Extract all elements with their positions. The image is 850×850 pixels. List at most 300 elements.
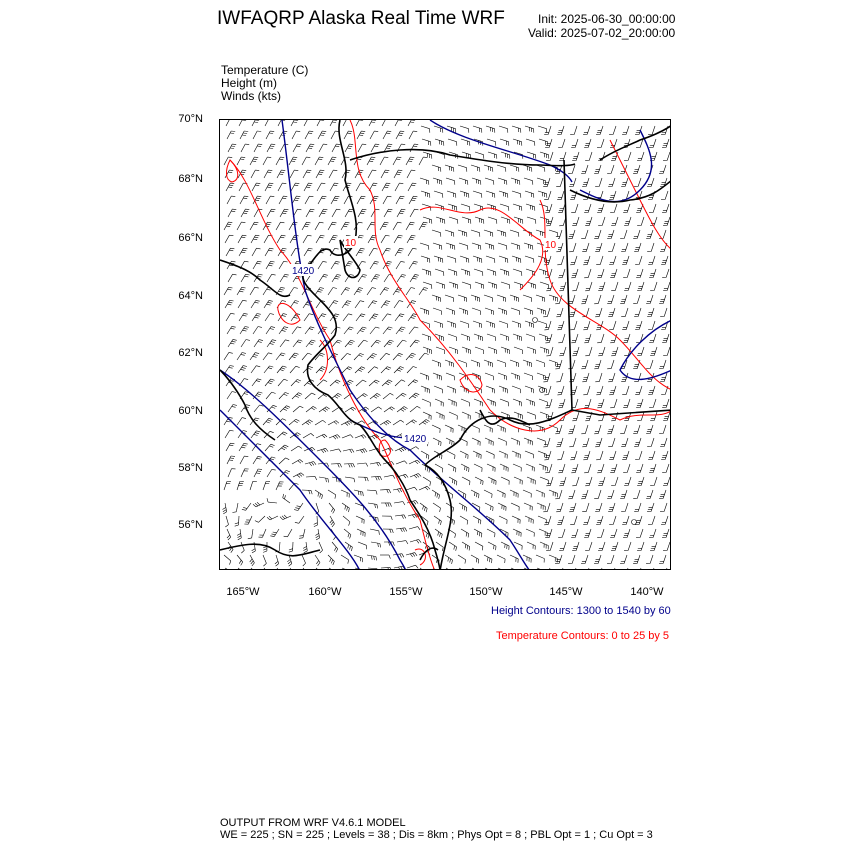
wind-barb — [293, 340, 299, 347]
wind-barb-flag — [347, 301, 351, 302]
wind-barb-flag — [283, 248, 287, 249]
wind-barb-flag — [333, 510, 335, 513]
wind-barb-flag — [387, 381, 391, 383]
wind-barb — [276, 222, 281, 230]
wind-barb — [370, 327, 376, 334]
wind-barb — [317, 380, 324, 386]
wind-barb — [559, 425, 562, 434]
wind-barb — [280, 144, 284, 152]
wind-barb-flag — [269, 300, 273, 301]
wind-barb-flag — [404, 515, 406, 519]
wind-barb-flag — [320, 170, 324, 171]
wind-barb-flag — [309, 344, 313, 345]
wind-barb — [598, 490, 601, 499]
wind-barb-flag — [399, 250, 403, 251]
wind-barb-flag — [306, 304, 310, 305]
wind-barb-flag — [324, 380, 328, 382]
wind-barb-flag — [416, 393, 420, 395]
wind-barb-flag — [412, 198, 416, 199]
wind-barb — [575, 139, 578, 148]
wind-barb — [357, 196, 361, 204]
wind-barb — [667, 477, 670, 486]
wind-barb-flag — [360, 331, 364, 332]
wind-barb-flag — [412, 278, 416, 279]
wind-barb-flag — [387, 196, 391, 197]
wind-barb-flag — [349, 342, 353, 343]
wind-barb-flag — [360, 353, 364, 355]
lon-label-150w: 150°W — [469, 586, 503, 598]
wind-barb-flag — [388, 342, 392, 343]
wind-barb — [393, 288, 398, 296]
wind-barb — [589, 477, 592, 486]
wind-barb — [238, 235, 242, 243]
wind-barb — [225, 235, 229, 243]
wind-barb-flag — [244, 456, 248, 457]
wind-barb-flag — [308, 353, 312, 354]
wind-barb-flag — [411, 317, 415, 318]
wind-barb — [487, 529, 495, 533]
wind-barb — [474, 204, 483, 207]
wind-barb-flag — [331, 508, 333, 512]
wind-barb — [319, 542, 323, 550]
wind-barb-flag — [257, 458, 261, 459]
wind-barb — [383, 131, 387, 139]
wind-barb-flag — [319, 289, 323, 290]
wind-barb-flag — [331, 560, 333, 564]
wind-barb-flag — [399, 133, 403, 134]
wind-barb — [547, 568, 550, 570]
wind-barb — [263, 418, 269, 425]
wind-barb — [501, 477, 509, 481]
wind-barb-flag — [333, 436, 336, 439]
wind-barb-flag — [402, 327, 406, 328]
wind-barb-flag — [300, 536, 304, 537]
wind-barb — [512, 321, 521, 324]
wind-barb — [279, 392, 285, 399]
wind-barb-flag — [347, 183, 351, 184]
wind-barb-flag — [280, 517, 283, 520]
wind-barb — [486, 451, 494, 455]
wind-barb-flag — [413, 146, 417, 147]
wind-barb-flag — [331, 159, 335, 160]
wind-barb — [303, 433, 311, 438]
wind-barb-flag — [256, 366, 260, 367]
wind-barb-flag — [241, 369, 245, 370]
wind-barb-flag — [404, 407, 407, 409]
wind-barb-flag — [231, 131, 235, 132]
wind-barb-flag — [452, 560, 453, 564]
wind-barb — [627, 464, 630, 473]
wind-barb — [460, 256, 469, 259]
wind-barb-flag — [372, 303, 376, 304]
wind-barb-flag — [309, 248, 313, 249]
wind-barb — [613, 126, 616, 135]
wind-barb — [486, 191, 495, 194]
wind-barb — [328, 421, 336, 425]
wind-barb-flag — [367, 477, 368, 481]
wind-barb — [628, 542, 631, 551]
wind-barb-flag — [411, 200, 415, 201]
wind-barb-flag — [314, 462, 316, 465]
wind-barb-flag — [350, 450, 352, 453]
wind-barb — [445, 425, 453, 429]
wind-barb-flag — [283, 366, 287, 367]
wind-barb-flag — [241, 447, 245, 448]
wind-barb-flag — [295, 396, 299, 398]
wind-barb-flag — [400, 489, 402, 492]
wind-barb — [497, 490, 505, 494]
wind-barb-flag — [360, 316, 364, 317]
wind-barb-flag — [423, 289, 427, 290]
wind-barb — [406, 487, 415, 490]
wind-barb-flag — [320, 494, 321, 498]
wind-barb-flag — [413, 381, 417, 383]
wind-barb-flag — [372, 436, 375, 439]
wind-barb — [650, 360, 653, 369]
wind-barb-flag — [231, 146, 235, 147]
wind-barb-flag — [362, 276, 366, 277]
wind-barb — [627, 399, 630, 408]
wind-barb-flag — [228, 537, 231, 540]
wind-barb — [239, 516, 240, 525]
wind-barb — [330, 380, 337, 386]
wind-barb-flag — [281, 170, 285, 171]
wind-barb — [407, 170, 411, 178]
wind-barb — [241, 340, 246, 348]
wind-barb — [302, 157, 306, 165]
wind-barb — [303, 170, 307, 178]
wind-barb-flag — [388, 420, 391, 423]
wind-barb-flag — [455, 468, 456, 472]
wind-barb — [292, 393, 298, 399]
wind-barb-flag — [244, 379, 248, 380]
wind-barb-flag — [241, 157, 245, 158]
wind-barb-flag — [253, 504, 256, 507]
wind-barb-flag — [490, 558, 491, 562]
wind-barb-flag — [454, 467, 455, 471]
wind-barb-flag — [360, 250, 364, 251]
wind-barb — [266, 196, 270, 204]
wind-barb — [354, 353, 360, 360]
wind-barb — [598, 425, 601, 434]
wind-barb-flag — [365, 477, 366, 481]
wind-barb — [576, 477, 579, 486]
wind-barb-flag — [371, 556, 372, 560]
wind-barb — [446, 308, 455, 311]
wind-barb — [409, 527, 418, 529]
wind-barb-flag — [399, 353, 403, 354]
wind-barb — [266, 327, 271, 334]
wind-barb-flag — [258, 261, 262, 262]
wind-barb-flag — [476, 558, 477, 562]
wind-barb-flag — [332, 157, 336, 158]
wind-barb — [625, 568, 628, 570]
wind-barb-flag — [227, 289, 231, 290]
wind-barb — [487, 334, 496, 337]
wind-barb — [396, 327, 402, 334]
wind-barb-flag — [243, 315, 247, 316]
wind-barb-flag — [363, 209, 367, 210]
wind-barb-flag — [323, 261, 327, 262]
wind-barb-flag — [334, 422, 337, 425]
wind-barb — [226, 248, 231, 256]
wind-barb — [393, 353, 399, 360]
wind-barb — [433, 438, 441, 442]
wind-barb-flag — [386, 235, 390, 236]
wind-barb — [510, 360, 519, 363]
wind-barb-flag — [477, 493, 478, 497]
wind-barb-flag — [375, 395, 378, 397]
height-contour-label: 1420 — [292, 266, 315, 277]
wind-barb — [434, 386, 442, 389]
wind-barb — [254, 340, 259, 347]
wind-barb — [409, 131, 413, 139]
wind-barb — [228, 209, 232, 217]
wind-barb — [449, 542, 457, 547]
wind-barb-flag — [455, 534, 456, 538]
wind-barb-flag — [294, 302, 298, 303]
wind-barb-flag — [283, 494, 284, 498]
wind-barb-flag — [392, 529, 393, 533]
wind-barb — [406, 353, 412, 360]
wind-barb — [641, 542, 644, 551]
wind-barb — [614, 204, 617, 213]
wind-barb — [560, 308, 563, 317]
wind-barb — [638, 308, 641, 317]
wind-barb — [238, 366, 243, 373]
wind-barb — [268, 502, 277, 503]
wind-barb — [279, 542, 280, 551]
wind-barb — [471, 555, 479, 559]
wind-barb-flag — [229, 417, 233, 418]
wind-barb — [526, 529, 534, 533]
wind-barb — [628, 477, 631, 486]
wind-barb-flag — [396, 174, 400, 175]
wind-barb — [328, 490, 336, 495]
wind-barb-flag — [229, 445, 233, 446]
wind-barb — [406, 420, 413, 425]
wind-barb — [239, 183, 243, 191]
wind-barb — [664, 308, 667, 317]
wind-barb — [471, 230, 480, 233]
wind-barb-flag — [280, 289, 284, 290]
wind-barb-flag — [309, 146, 313, 147]
wind-barb-flag — [263, 551, 267, 552]
wind-barb-flag — [303, 547, 307, 549]
wind-barb — [315, 288, 320, 296]
wind-barb-flag — [332, 524, 335, 527]
wind-barb-flag — [266, 422, 270, 423]
wind-barb — [315, 420, 323, 425]
wind-barb — [380, 288, 385, 295]
wind-barb — [560, 503, 563, 512]
wind-barb — [666, 399, 669, 408]
wind-barb-flag — [338, 464, 340, 468]
wind-barb — [446, 178, 455, 181]
wind-barb — [251, 568, 257, 570]
wind-barb — [613, 451, 616, 460]
wind-barb — [423, 217, 432, 220]
wind-barb-flag — [229, 352, 233, 353]
wind-barb-flag — [392, 462, 394, 465]
wind-barb-flag — [336, 261, 340, 262]
wind-barb-flag — [230, 148, 234, 149]
wind-barb — [461, 139, 470, 142]
wind-barb — [419, 288, 424, 296]
wind-barb-flag — [416, 447, 419, 450]
wind-barb — [394, 301, 399, 308]
wind-barb-flag — [428, 455, 429, 459]
wind-barb-flag — [401, 448, 404, 451]
wind-barb-flag — [362, 144, 366, 145]
wind-barb-flag — [406, 541, 408, 544]
wind-barb — [498, 243, 507, 246]
wind-barb — [341, 490, 349, 494]
wind-barb-flag — [242, 367, 246, 368]
legend-temperature: Temperature (C) — [221, 63, 309, 77]
wind-barb-flag — [361, 248, 365, 249]
wind-barb-flag — [225, 525, 228, 527]
wind-barb-flag — [267, 498, 268, 502]
temperature-contour-label: 10 — [345, 238, 357, 249]
wind-barb-flag — [320, 135, 324, 136]
wind-barb — [419, 157, 423, 165]
wind-barb-flag — [442, 455, 443, 459]
wind-barb — [356, 248, 361, 256]
wind-barb — [251, 366, 256, 373]
wind-barb-flag — [308, 133, 312, 134]
wind-barb — [461, 204, 470, 207]
wind-barb — [355, 301, 360, 308]
wind-barb-flag — [240, 159, 244, 160]
wind-barb — [640, 529, 643, 538]
wind-barb — [358, 275, 363, 283]
wind-barb-flag — [402, 554, 404, 558]
wind-barb — [420, 373, 428, 376]
wind-barb-flag — [349, 144, 353, 145]
wind-barb-flag — [241, 289, 245, 290]
wind-barb-flag — [413, 263, 417, 264]
wind-barb — [588, 269, 591, 278]
wind-barb — [627, 204, 630, 213]
wind-barb — [474, 269, 483, 272]
wind-barb-flag — [293, 355, 297, 356]
wind-barb — [303, 529, 305, 538]
wind-barb — [224, 482, 227, 491]
wind-barb — [241, 274, 246, 282]
wind-barb-flag — [320, 237, 324, 238]
wind-barb-flag — [359, 355, 363, 357]
wind-barb — [511, 568, 519, 570]
wind-barb-flag — [388, 503, 390, 507]
wind-barb — [626, 516, 629, 525]
wind-barb-flag — [362, 395, 365, 397]
wind-barb — [292, 460, 300, 465]
wind-barb-flag — [336, 549, 338, 553]
wind-barb-flag — [312, 447, 315, 450]
wind-barb-flag — [308, 250, 312, 251]
wind-barb-flag — [427, 522, 428, 526]
wind-barb-flag — [350, 275, 354, 276]
wind-barb-flag — [369, 161, 373, 162]
wind-barb — [586, 243, 589, 252]
wind-barb-flag — [398, 135, 402, 136]
wind-barb-flag — [267, 289, 271, 290]
wind-barb — [292, 131, 296, 139]
wind-barb — [665, 191, 668, 200]
wind-barb-flag — [337, 380, 341, 382]
lon-label-145w: 145°W — [549, 586, 583, 598]
wind-barb — [653, 399, 656, 408]
wind-barb — [667, 542, 670, 551]
wind-barb-flag — [244, 313, 248, 314]
wind-barb-flag — [375, 276, 379, 277]
wind-barb-flag — [231, 328, 235, 329]
wind-barb — [497, 295, 506, 298]
wind-barb-flag — [296, 131, 300, 132]
wind-barb-flag — [297, 209, 301, 210]
wind-barb — [524, 503, 532, 507]
wind-barb — [560, 373, 563, 382]
wind-barb — [572, 360, 575, 369]
wind-barb-flag — [334, 301, 338, 302]
lat-label-58n: 58°N — [178, 462, 203, 474]
wind-barb — [574, 321, 577, 330]
wind-barb — [435, 464, 443, 468]
wind-barb — [586, 568, 589, 570]
wind-barb — [461, 399, 469, 402]
wind-barb — [227, 196, 231, 204]
wind-barb-flag — [386, 133, 390, 134]
wind-barb — [615, 477, 618, 486]
wind-barb — [263, 287, 268, 295]
wind-barb-flag — [299, 538, 303, 539]
wind-barb — [251, 431, 256, 438]
wind-barb-flag — [322, 196, 326, 197]
wind-barb-flag — [327, 463, 329, 467]
wind-barb-flag — [230, 343, 234, 344]
wind-barb-flag — [414, 380, 418, 382]
wind-barb-flag — [255, 120, 259, 121]
wind-barb-flag — [259, 340, 263, 341]
wind-barb — [241, 542, 244, 550]
wind-barb-flag — [226, 226, 230, 227]
wind-barb-flag — [338, 340, 342, 341]
wind-barb — [267, 469, 272, 477]
wind-barb-flag — [398, 170, 402, 171]
wind-barb-flag — [359, 222, 363, 223]
wind-barb — [447, 451, 455, 455]
wind-barb-flag — [270, 343, 274, 344]
wind-barb-flag — [492, 559, 493, 563]
wind-barb — [527, 217, 536, 220]
wind-barb — [572, 555, 575, 564]
wind-barb — [585, 165, 588, 174]
wind-barb — [397, 407, 404, 413]
wind-barb — [666, 204, 669, 213]
wind-barb-flag — [388, 144, 392, 145]
wind-barb-flag — [280, 157, 284, 158]
wind-barb-flag — [346, 288, 350, 289]
wind-barb — [611, 360, 614, 369]
wind-barb — [513, 464, 521, 468]
wind-barb — [637, 425, 640, 434]
wind-barb-flag — [363, 435, 366, 438]
wind-barb-flag — [272, 340, 276, 341]
wind-barb — [472, 243, 481, 246]
wind-barb — [446, 373, 454, 376]
wind-barb — [587, 516, 590, 525]
